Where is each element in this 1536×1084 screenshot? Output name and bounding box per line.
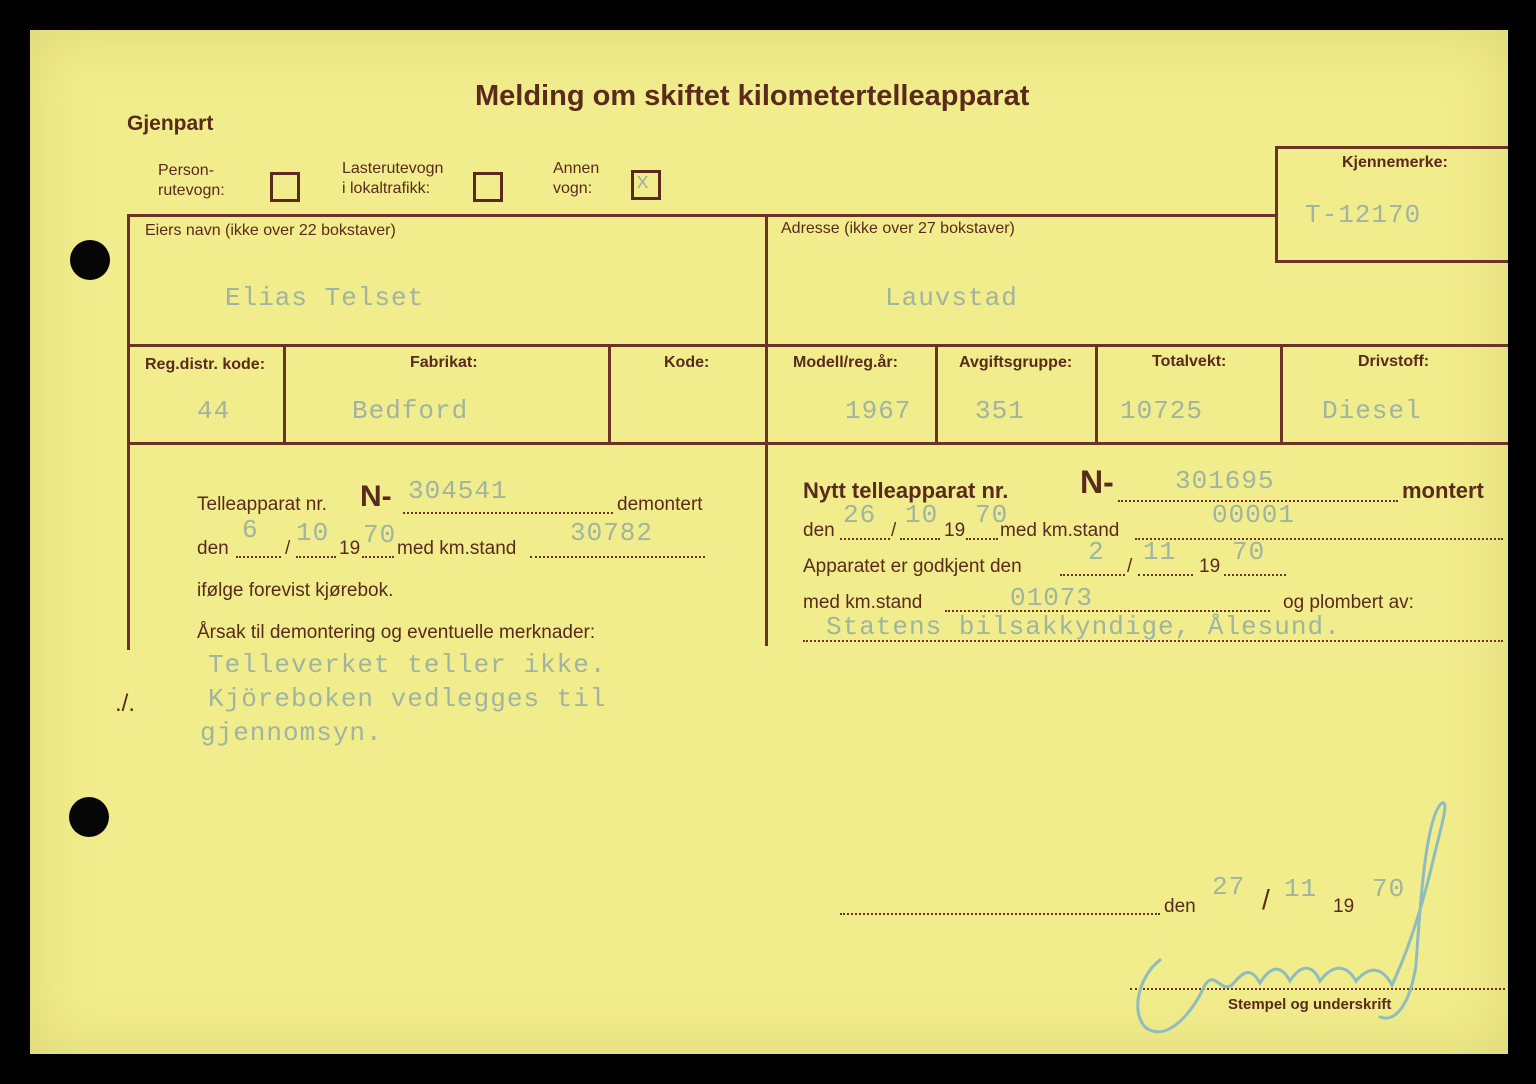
reason-label-1: ifølge forevist kjørebok. bbox=[197, 580, 394, 601]
annen-checkbox-mark: x bbox=[636, 170, 651, 195]
new-year-line bbox=[966, 538, 998, 540]
new-km-line bbox=[1135, 538, 1503, 540]
grid-left bbox=[127, 214, 130, 650]
old-meter-suffix: demontert bbox=[617, 494, 703, 515]
remark-3: gjennomsyn. bbox=[200, 718, 383, 748]
reg-box-left bbox=[1275, 146, 1278, 263]
approved-day: 2 bbox=[1088, 537, 1105, 567]
place-line bbox=[840, 913, 1160, 915]
person-label-2: rutevogn: bbox=[158, 182, 225, 199]
new-den-label: den bbox=[803, 520, 835, 541]
remark-1: Telleverket teller ikke. bbox=[208, 650, 607, 680]
laster-label-1: Lasterutevogn bbox=[342, 160, 444, 177]
old-year: 70 bbox=[363, 520, 397, 550]
sign-month: 11 bbox=[1284, 874, 1318, 904]
form-title: Melding om skiftet kilometertelleapparat bbox=[475, 80, 1030, 112]
avgift-value: 351 bbox=[975, 396, 1025, 426]
grid-col-4 bbox=[1095, 344, 1098, 444]
reason-label-2: Årsak til demontering og eventuelle merknader: bbox=[197, 622, 596, 643]
sign-year: 70 bbox=[1372, 874, 1406, 904]
old-meter-number: 304541 bbox=[408, 476, 508, 506]
new-day-line bbox=[840, 538, 890, 540]
grid-col-2 bbox=[608, 344, 611, 444]
old-day-line bbox=[236, 556, 281, 558]
new-meter-label: Nytt telleapparat nr. bbox=[803, 478, 1009, 503]
km2-value: 01073 bbox=[1010, 583, 1094, 613]
new-km-label: med km.stand bbox=[1000, 520, 1120, 541]
new-meter-number: 301695 bbox=[1175, 466, 1275, 496]
grid-middle bbox=[765, 214, 768, 646]
old-slash: / bbox=[285, 538, 291, 559]
old-km-label: med km.stand bbox=[397, 538, 517, 559]
owner-name-label: Eiers navn (ikke over 22 bokstaver) bbox=[145, 222, 396, 239]
grid-top bbox=[127, 214, 1275, 217]
punch-hole-top bbox=[70, 240, 110, 280]
new-day: 26 bbox=[843, 500, 877, 530]
remark-2: Kjöreboken vedlegges til bbox=[208, 684, 607, 714]
laster-label-2: i lokaltrafikk: bbox=[342, 180, 431, 197]
new-year-label: 19 bbox=[944, 520, 966, 541]
new-km: 00001 bbox=[1212, 500, 1296, 530]
address-value: Lauvstad bbox=[885, 283, 1018, 313]
old-month: 10 bbox=[296, 518, 330, 548]
new-month: 10 bbox=[905, 500, 939, 530]
old-day: 6 bbox=[242, 515, 259, 545]
person-label-1: Person- bbox=[158, 162, 215, 179]
new-slash: / bbox=[891, 520, 897, 541]
sign-day: 27 bbox=[1212, 872, 1246, 902]
totalvekt-label: Totalvekt: bbox=[1152, 353, 1227, 370]
old-den-label: den bbox=[197, 538, 229, 559]
reg-box-bottom bbox=[1275, 260, 1508, 263]
old-meter-prefix: N- bbox=[360, 480, 392, 513]
fabrikat-value: Bedford bbox=[352, 396, 469, 426]
old-year-label: 19 bbox=[339, 538, 361, 559]
approved-day-line bbox=[1060, 574, 1125, 576]
modell-label: Modell/reg.år: bbox=[793, 354, 898, 371]
margin-mark: ./. bbox=[115, 690, 136, 717]
new-year: 70 bbox=[975, 500, 1009, 530]
old-month-line bbox=[296, 556, 336, 558]
approved-label: Apparatet er godkjent den bbox=[803, 556, 1022, 577]
sealed-by: Statens bilsakkyndige, Ålesund. bbox=[826, 612, 1341, 642]
new-meter-prefix: N- bbox=[1080, 464, 1114, 500]
grid-col-5 bbox=[1280, 344, 1283, 444]
avgift-label: Avgiftsgruppe: bbox=[959, 354, 1073, 371]
handwritten-signature bbox=[1120, 795, 1500, 1045]
owner-name-value: Elias Telset bbox=[225, 283, 425, 313]
reg-distr-label: Reg.distr. kode: bbox=[145, 356, 266, 373]
new-month-line bbox=[900, 538, 940, 540]
drivstoff-value: Diesel bbox=[1322, 396, 1422, 426]
approved-year: 70 bbox=[1232, 537, 1266, 567]
km2-label: med km.stand bbox=[803, 592, 923, 613]
address-label: Adresse (ikke over 27 bokstaver) bbox=[781, 220, 1015, 237]
modell-value: 1967 bbox=[845, 396, 912, 426]
totalvekt-value: 10725 bbox=[1120, 396, 1204, 426]
approved-month: 11 bbox=[1143, 537, 1177, 567]
laster-checkbox[interactable] bbox=[473, 172, 503, 202]
new-meter-suffix: montert bbox=[1402, 478, 1484, 503]
sign-den-label: den bbox=[1164, 896, 1196, 917]
grid-col-1 bbox=[283, 344, 286, 444]
approved-year-line bbox=[1224, 574, 1286, 576]
sign-slash: / bbox=[1262, 884, 1270, 915]
sealed-label: og plombert av: bbox=[1283, 592, 1414, 613]
old-km-line bbox=[530, 556, 705, 558]
grid-col-3 bbox=[935, 344, 938, 444]
approved-month-line bbox=[1138, 574, 1193, 576]
sign-year-label: 19 bbox=[1333, 896, 1355, 917]
reg-distr-value: 44 bbox=[197, 396, 231, 426]
old-meter-number-line bbox=[403, 512, 613, 514]
person-checkbox[interactable] bbox=[270, 172, 300, 202]
fabrikat-label: Fabrikat: bbox=[410, 354, 478, 371]
punch-hole-bottom bbox=[69, 797, 109, 837]
reg-label: Kjennemerke: bbox=[1342, 154, 1448, 171]
stamp-label: Stempel og underskrift bbox=[1228, 996, 1392, 1013]
approved-year-label: 19 bbox=[1199, 556, 1221, 577]
annen-label-2: vogn: bbox=[553, 180, 593, 197]
kode-label: Kode: bbox=[664, 354, 710, 371]
grid-row-1 bbox=[127, 344, 1508, 347]
reg-box-top bbox=[1275, 146, 1508, 149]
drivstoff-label: Drivstoff: bbox=[1358, 353, 1430, 370]
old-year-line bbox=[362, 556, 394, 558]
copy-label: Gjenpart bbox=[127, 112, 214, 135]
reg-value: T-12170 bbox=[1305, 200, 1422, 230]
old-meter-label: Telleapparat nr. bbox=[197, 494, 327, 515]
grid-row-2 bbox=[127, 442, 1508, 445]
annen-label-1: Annen bbox=[553, 160, 600, 177]
approved-slash: / bbox=[1127, 556, 1133, 577]
old-km: 30782 bbox=[570, 518, 654, 548]
